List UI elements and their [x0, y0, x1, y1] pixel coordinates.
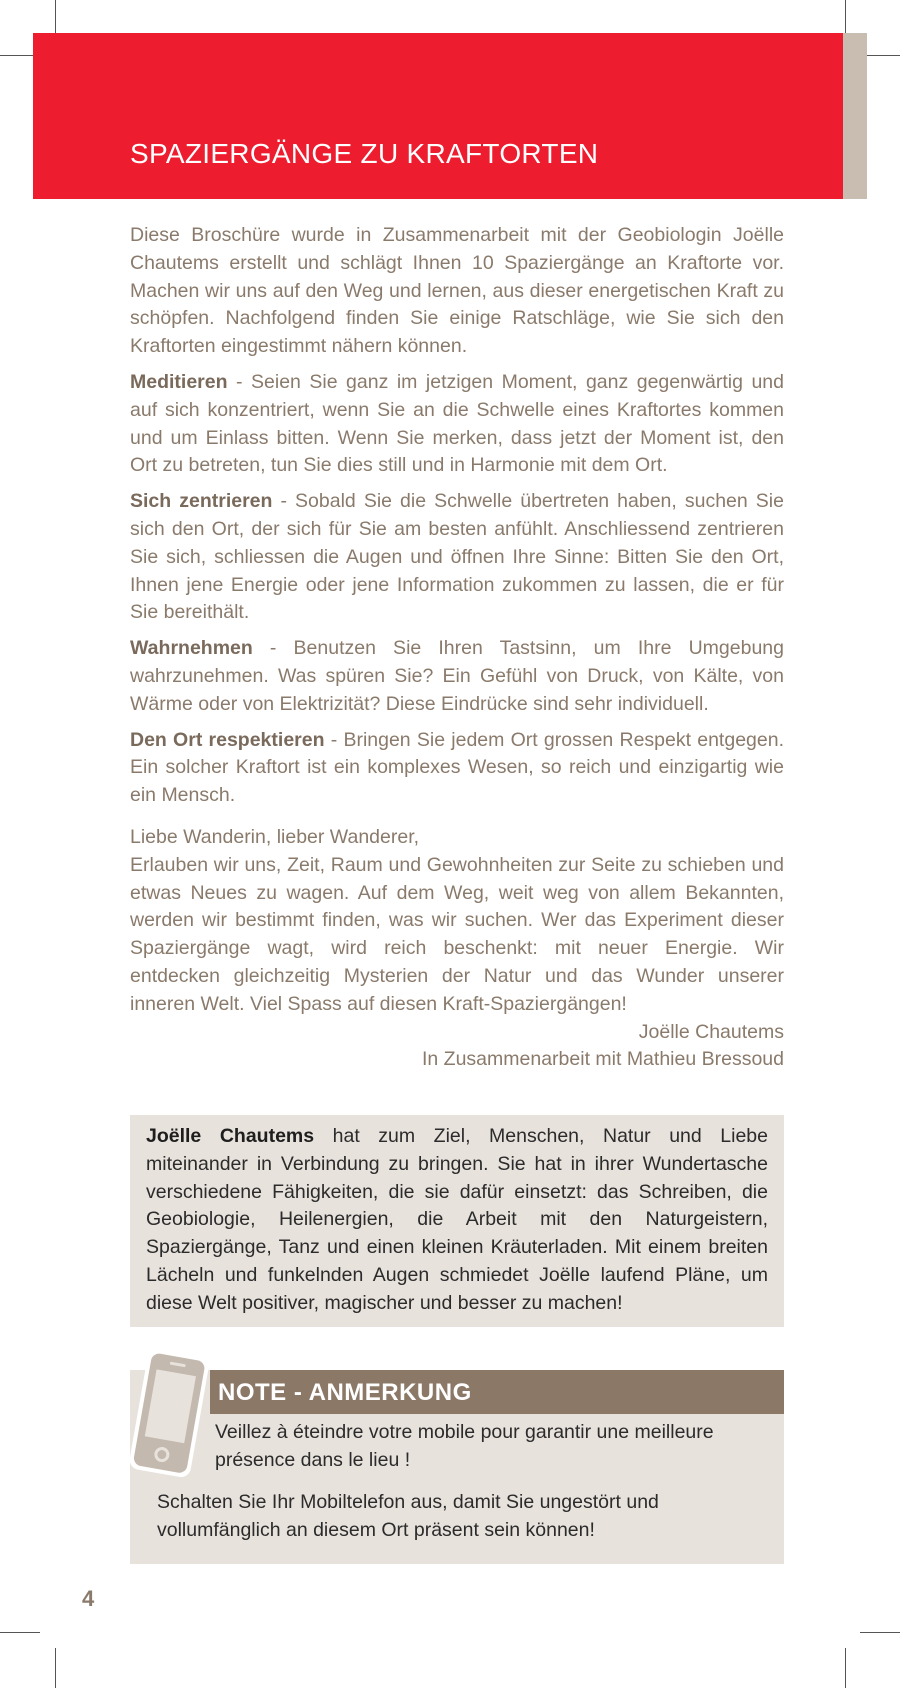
note-french-text: Veillez à éteindre votre mobile pour garantir une meilleure présence dans le lieu !: [215, 1421, 714, 1471]
main-text: [130, 222, 784, 1074]
tip-text: - Seien Sie ganz im jetzigen Moment, ganz gegenwärtig und auf sich konzentriert, wenn Sie an die Schwelle eines Kraftortes kommen und um Einlass bitten. Wenn Sie merken, dass jetzt der Moment ist, den Ort zu betreten, tun Sie dies still und in Harmonie mit dem Ort.: [130, 370, 784, 477]
page-title: SPAZIERGÄNGE ZU KRAFTORTEN: [130, 138, 599, 169]
letter-collaboration: In Zusammenarbeit mit Mathieu Bressoud: [422, 1048, 784, 1071]
mobile-phone-icon: [118, 1346, 218, 1482]
tip-paragraph: [130, 369, 784, 480]
letter-body: Erlauben wir uns, Zeit, Raum und Gewohnheiten zur Seite zu schieben und etwas Neues zu wagen. Auf dem Weg, weit weg von allem Bekannten, werden wir bestimmt finden, was wir suchen. Wer das Experiment dieser Spaziergänge wagt, wird reich beschenkt: mit neuer Energie. Wir entdecken gleichzeitig Mysterien der Natur und das Wunder unserer inneren Welt. Viel Spass auf diesen Kraft-Spaziergängen!: [130, 853, 784, 1015]
crop-mark: [55, 1648, 56, 1688]
letter: [130, 824, 784, 1074]
letter-greeting: Liebe Wanderin, lieber Wanderer,: [130, 825, 420, 848]
letter-signature: Joëlle Chautems: [638, 1020, 784, 1043]
crop-mark: [845, 1648, 846, 1688]
intro-paragraph: Diese Broschüre wurde in Zusammenarbeit mit der Geobiologin Joëlle Chautems erstellt und schlägt Ihnen 10 Spaziergänge an Kraftorte vor. Machen wir uns auf den Weg und lernen, aus dieser energetischen Kraft zu schöpfen. Nachfolgend finden Sie einige Ratschläge, wie Sie sich den Kraftorten eingestimmt nähern können.: [130, 224, 784, 358]
bio-box: [130, 1115, 784, 1327]
bio-text: [146, 1123, 768, 1318]
header-side-strip: [843, 33, 867, 199]
bio-description: hat zum Ziel, Menschen, Natur und Liebe miteinander in Verbindung zu bringen. Sie hat in ihrer Wundertasche verschiedene Fähigkeiten, die sie dafür einsetzt: das Schreiben, die Geobiologie, Heilenergien, die Arbeit mit den Naturgeistern, Spaziergänge, Tanz und einen kleinen Kräuterladen. Mit einem breiten Lächeln und funkelnden Augen schmiedet Joëlle laufend Pläne, um diese Welt positiver, magischer und besser zu machen!: [146, 1125, 768, 1314]
header-band: [33, 33, 843, 199]
note-german-text: Schalten Sie Ihr Mobiltelefon aus, damit Sie ungestört und vollumfänglich an diesem Ort präsent sein können!: [157, 1491, 659, 1541]
tip-paragraph: [130, 727, 784, 810]
note-header: [210, 1370, 784, 1414]
crop-mark: [860, 1632, 900, 1633]
tip-text: - Bringen Sie jedem Ort grossen Respekt entgegen. Ein solcher Kraftort ist ein komplexes Wesen, so reich und einzigartig wie ein Mensch.: [130, 728, 784, 807]
tip-paragraph: [130, 488, 784, 627]
tip-text: - Sobald Sie die Schwelle übertreten haben, suchen Sie sich den Ort, der sich für Sie am besten anfühlt. Anschliessend zentrieren Sie sich, schliessen die Augen und öffnen Ihre Sinne: Bitten Sie den Ort, Ihnen jene Energie oder jene Information zukommen zu lassen, die er für Sie bereithält.: [130, 490, 784, 624]
tip-term: Meditieren: [130, 370, 228, 393]
note-title: NOTE - ANMERKUNG: [218, 1379, 472, 1406]
bio-name: Joëlle Chautems: [146, 1125, 315, 1147]
tip-term: Sich zentrieren: [130, 490, 273, 513]
tip-text: - Benutzen Sie Ihren Tastsinn, um Ihre Umgebung wahrzunehmen. Was spüren Sie? Ein Gefühl von Druck, von Kälte, von Wärme oder von Elektrizität? Diese Eindrücke sind sehr individuell.: [130, 637, 784, 715]
tip-term: Wahrnehmen: [130, 637, 253, 660]
crop-mark: [0, 1632, 40, 1633]
page-number: 4: [82, 1586, 95, 1611]
tip-paragraph: [130, 635, 784, 718]
tip-term: Den Ort respektieren: [130, 728, 325, 751]
